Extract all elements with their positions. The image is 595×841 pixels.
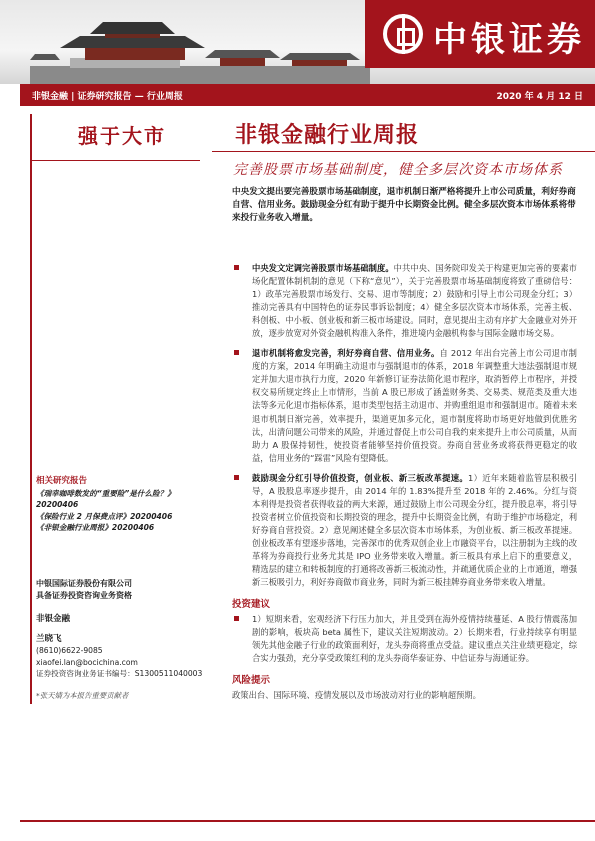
- bullet-text: 1）近年来随着监管层积极引导，A 股股息率逐步提升，由 2014 年的 1.83%提升至 2018 年的 2.46%。分红与资本利得是投资者获得收益的两大来源，通过鼓励上市公司现金分红，提升股息率，将引导投资者树立价值投资和长期投资的理念，提升中长期资金比例，有助于维护市场稳定，利好券商自营投资。2）意见阐述健全多层次资本市场体系，为创业板、新三板改革提速。创业板改革有望逐步落地，完善深市的优秀双创企业上市融资平台，以注册制为主线的改革将为券商投行业务尤其是 IPO 业务带来收入增量。新三板具有承上启下的重要意义，精选层的建立和转板制度的打通将改善新三板流动性，并疏通优质企业的上市通道，增强新三板吸引力，利好券商做市商业务，同时为新三板挂牌券商业务带来收入增量。: [252, 472, 577, 588]
- invest-text: 1）短期来看，宏观经济下行压力加大，并且受到在海外疫情持续蔓延、A 股行情震荡加剧的影响，板块高 beta 属性下，建议关注短期波动。2）长期来看，行业持续享有明显领先其他金融子行业的政策面利好，龙头券商将重点受益。建议重点关注业绩更稳定，综合实力强劲，充分享受政策红利的龙头券商华泰证券、中信证券与海通证券。: [252, 614, 577, 664]
- related-item[interactable]: 《瑞幸咖啡数发的“重要险”是什么险？》20200406: [36, 488, 175, 509]
- report-category-bar: [20, 84, 595, 106]
- bullet-lead: 鼓励现金分红引导价值投资，创业板、新三板改革提速。: [252, 472, 469, 483]
- bullet-square-icon: [234, 265, 239, 270]
- sidebar-divider: [30, 114, 32, 704]
- bullet-text: 中共中央、国务院印发关于构建更加完善的要素市场化配置体制机制的意见（下称“意见”），关于完善股票市场基础制度将致了重磅信号：1）政革完善股票市场发行、交易、退市等制度；2）鼓励和引导上市公司现金分红；3）推动完善具有中国特色的证券民事诉讼制度；4）健全多层次资本市场体系，完善主板、科创板、中小板、创业板和新三板市场建设。同时，意见提出主动有序扩大金融业对外开放，逐步放宽对外资金融机构准入条件，推进境内金融机构参与国际金融市场交易。: [252, 263, 577, 339]
- report-subtitle: 完善股票市场基础制度，健全多层次资本市场体系: [233, 162, 563, 178]
- company-info: [36, 578, 211, 602]
- brand-logo: [365, 0, 595, 68]
- breadcrumb: 非银金融 | 证券研究报告 — 行业周报: [32, 92, 183, 102]
- rating-underline: [30, 160, 200, 161]
- invest-heading: 投资建议: [232, 599, 271, 611]
- bullet-lead: 退市机制将愈发完善，利好券商自营、信用业务。: [252, 348, 440, 359]
- bullet-square-icon: [234, 350, 239, 355]
- related-item[interactable]: 《保险行业 2 月保费点评》20200406: [36, 511, 173, 521]
- footer-divider: [20, 820, 595, 822]
- report-summary: 中央发文提出要完善股票市场基础制度，退市机制日渐严格将提升上市公司质量，利好券商自营、信用业务。鼓励现金分红有助于提升中长期资金比例。健全多层次资本市场体系将带来投行业务收入增量。: [232, 187, 576, 223]
- related-reports: [36, 476, 211, 534]
- risk-text: 政策出台、国际环境、疫情发展以及市场波动对行业的影响超预期。: [232, 690, 481, 701]
- analyst-email[interactable]: xiaofei.lan@bocichina.com: [36, 657, 138, 667]
- bank-emblem-icon: [383, 14, 423, 54]
- analyst-info: [36, 614, 211, 701]
- company-qualification: 具备证券投资咨询业务资格: [36, 591, 132, 600]
- report-date: 2020 年 4 月 12 日: [496, 92, 583, 102]
- analyst-sector: 非银金融: [36, 614, 71, 624]
- palace-image: [30, 8, 370, 84]
- analyst-phone: (8610)6622-9085: [36, 646, 103, 655]
- bullet-square-icon: [234, 616, 239, 621]
- industry-rating: 强于大市: [78, 124, 166, 148]
- main-content: [232, 262, 577, 702]
- bullet-square-icon: [234, 475, 239, 480]
- title-divider: [212, 151, 595, 152]
- risk-heading: 风险提示: [232, 675, 271, 687]
- header-banner: [0, 0, 595, 84]
- bullet-item: [232, 347, 577, 464]
- analyst-name: 兰晓飞: [36, 633, 62, 644]
- brand-name: 中银证券: [433, 20, 585, 60]
- analyst-cert: 证券投资咨询业务证书编号：S1300511040003: [36, 669, 203, 678]
- bullet-text: 自 2012 年出台完善上市公司退市制度的方案，2014 年明确主动退市与强制退市的体系，2018 年调整重大违法强制退市规定并加大退市执行力度，2020 年新修订证券法简化退市程序，取消暂停上市程序，并授权交易所规定终止上市情形，当前 A 股已形成了涵盖财务类、交易类、规范类及重大违法等多元化退市指标体系，退市类型包括主动退市、并购重组退市和强制退市。随着未来退市机制日渐完善，效率提升，渠道更加多元化，退市制度将助市场更好地做到优胜劣汰，出清问题公司带来的风险，并通过督促上市公司自我约束来提升上市公司质量，从而助力 A 股保持韧性，使投资者能够坚持价值投资。券商自营业务或将获得更稳定的收益，信用业务的“踩雷”风险有望降低。: [252, 348, 577, 463]
- related-heading: 相关研究报告: [36, 476, 88, 486]
- company-name: 中银国际证券股份有限公司: [36, 579, 132, 588]
- contributor-note: *张天婧为本报告重要贡献者: [36, 690, 129, 700]
- report-title: 非银金融行业周报: [235, 122, 420, 148]
- bullet-lead: 中央发文定调完善股票市场基础制度。: [252, 263, 394, 273]
- bullet-item: [232, 472, 577, 589]
- bullet-item: [232, 613, 577, 665]
- bullet-item: [232, 262, 577, 340]
- related-item[interactable]: 《非银金融行业周报》20200406: [36, 523, 155, 532]
